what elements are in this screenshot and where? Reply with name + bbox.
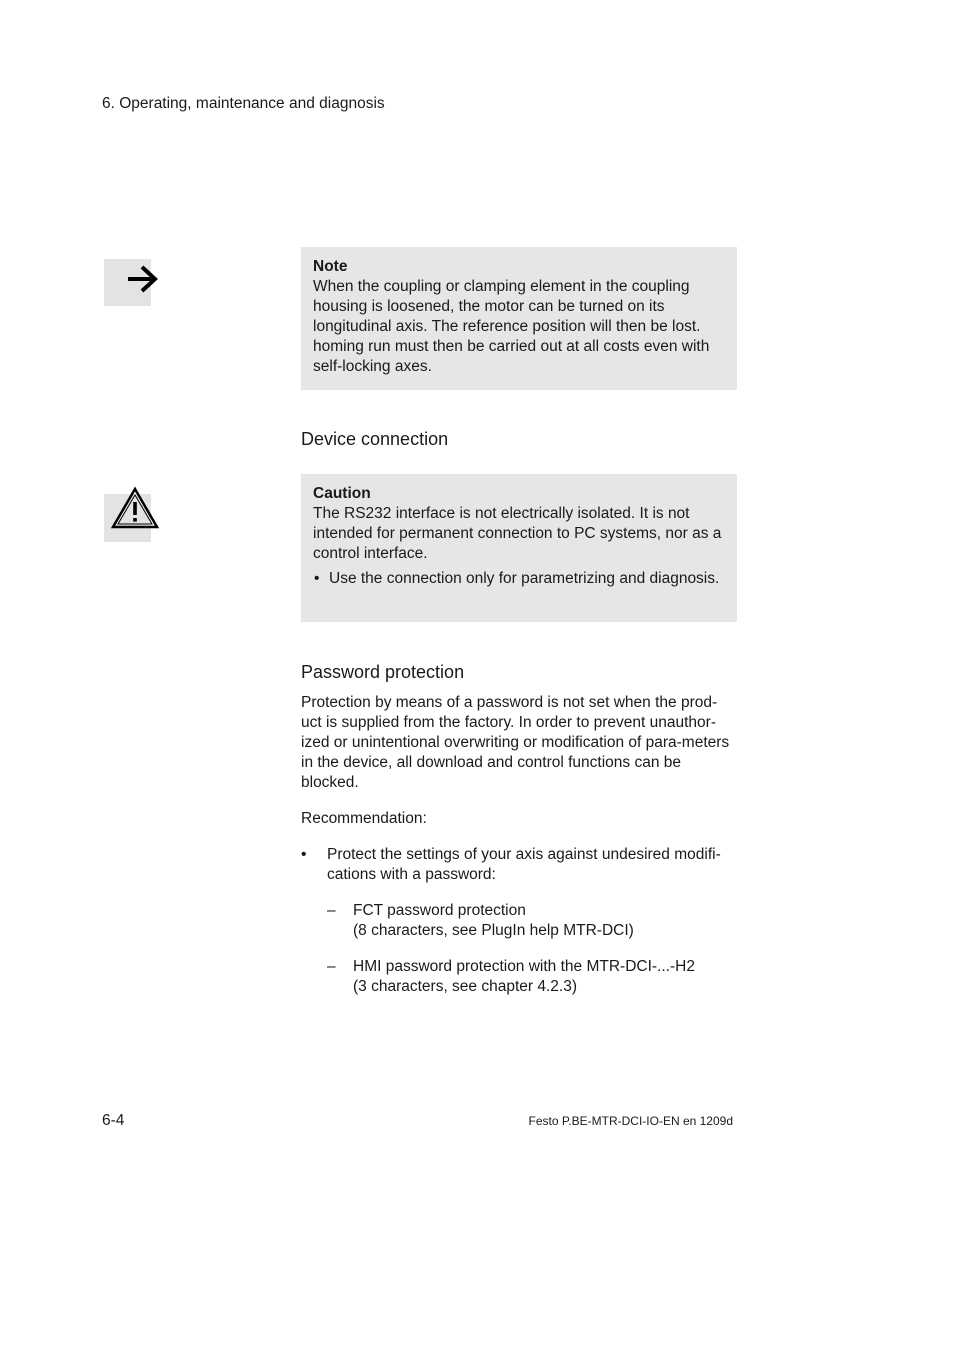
caution-bullet-item <box>313 569 725 589</box>
note-text: When the coupling or clamping element in the coupling housing is loosened, the motor can be turned on its longitudinal axis. The reference position will then be lost. homing run must then be carried out at all costs even with self-locking axes. <box>313 278 710 375</box>
caution-text: The RS232 interface is not electrically isolated. It is not intended for permanent connection to PC systems, nor as a control interface. <box>313 505 722 562</box>
caution-icon-box <box>104 494 151 542</box>
recommendation-bullet <box>301 845 741 885</box>
dash-item-hmi <box>327 957 747 997</box>
arrow-right-icon <box>124 262 164 302</box>
chapter-header: 6. Operating, maintenance and diagnosis <box>102 95 385 112</box>
dash-mark: – <box>327 902 336 919</box>
page-number: 6-4 <box>102 1112 125 1129</box>
dash-item-line2: (3 characters, see chapter 4.2.3) <box>353 978 578 995</box>
caution-title: Caution <box>313 485 371 502</box>
dash-mark: – <box>327 958 336 975</box>
dash-item-fct <box>327 901 747 941</box>
password-protection-heading: Password protection <box>301 662 465 682</box>
note-box <box>301 247 737 390</box>
caution-bullet-list <box>313 569 725 589</box>
caution-bullet-text: Use the connection only for parametrizing and diagnosis. <box>329 570 720 587</box>
caution-box <box>301 474 737 622</box>
warning-triangle-icon <box>110 485 160 529</box>
note-title: Note <box>313 258 348 275</box>
note-icon-box <box>104 259 151 306</box>
recommendation-bullet-text: Protect the settings of your axis against undesired modifi-cations with a password: <box>327 846 721 883</box>
bullet-mark: • <box>301 846 307 863</box>
dash-item-line2: (8 characters, see PlugIn help MTR-DCI) <box>353 922 634 939</box>
document-id: Festo P.BE-MTR-DCI-IO-EN en 1209d <box>528 1114 733 1128</box>
dash-item-line1: HMI password protection with the MTR-DCI-...-H2 <box>353 958 695 975</box>
device-connection-heading: Device connection <box>301 429 449 449</box>
recommendation-label: Recommendation: <box>301 810 427 827</box>
bullet-mark: • <box>314 570 320 587</box>
dash-item-line1: FCT password protection <box>353 902 526 919</box>
password-protection-paragraph: Protection by means of a password is not set when the prod-uct is supplied from the factory. In order to prevent unauthor-ized or unintentional overwriting or modification of para-meters in the device, all download and control functions can be blocked. <box>301 694 730 791</box>
